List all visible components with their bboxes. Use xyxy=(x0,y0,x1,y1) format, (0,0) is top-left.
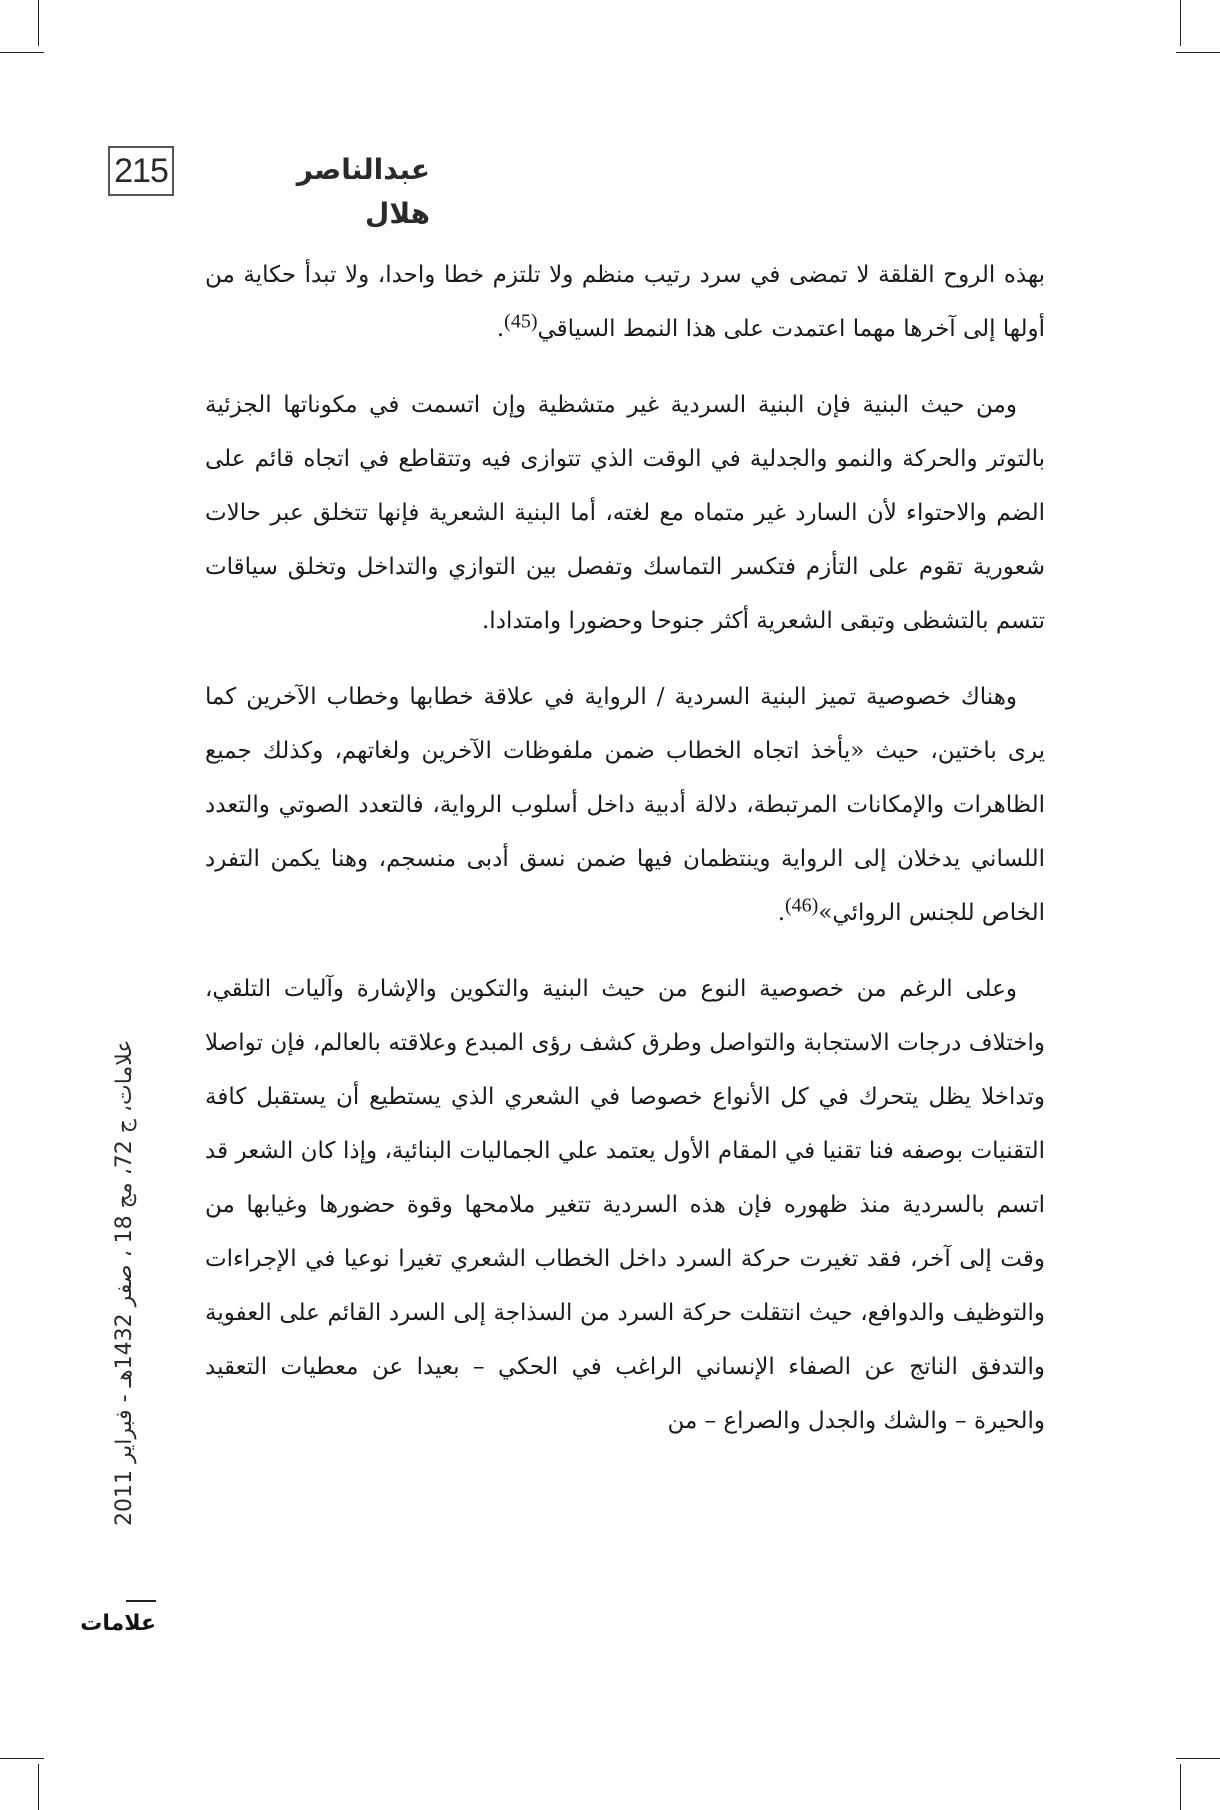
paragraph-text: ومن حيث البنية فإن البنية السردية غير متشظية وإن اتسمت في مكوناتها الجزئية بالتوتر والحركة والنمو والجدلية في الوقت الذي تتوازى فيه وتتقاطع في اتجاه قائم على الضم والاحتواء لأن السارد غير متماه مع لغته، أما البنية الشعرية فإنها تتخلق عبر حالات شعورية تقوم على التأزم فتكسر التماسك وتفصل بين التوازي والتداخل وتخلق سياقات تتسم بالتشظى وتبقى الشعرية أكثر جنوحا وحضورا وامتدادا. xyxy=(205,392,1045,634)
ref-period: . xyxy=(496,316,505,342)
side-divider xyxy=(126,1600,156,1602)
crop-mark-top-right-outer xyxy=(1176,52,1220,53)
page-number: 215 xyxy=(108,146,174,196)
crop-mark-top-right xyxy=(1180,0,1181,46)
paragraph-text: وعلى الرغم من خصوصية النوع من حيث البنية والتكوين والإشارة وآليات التلقي، واختلاف درجات الاستجابة والتواصل وطرق كشف رؤى المبدع وعلاقته بالعالم، فإن تواصلا وتداخلا يظل يتحرك في كل الأنواع خصوصا في الشعري الذي يستطيع أن يستقبل كافة التقنيات بوصفه فنا تقنيا في المقام الأول يعتمد علي الجماليات البنائية، وإذا كان الشعر قد اتسم بالسردية منذ ظهوره فإن هذه السردية تتغير ملامحها وقوة حضورها وغيابها من وقت إلى آخر، فقد تغيرت حركة السرد داخل الخطاب الشعري تغيرا نوعيا في الإجراءات والتوظيف والدوافع، حيث انتقلت حركة السرد من السذاجة إلى السرد القائم على العفوية والتدفق الناتج عن الصفاء الإنساني الراغب في الحكي – بعيدا عن معطيات التعقيد والحيرة – والشك والجدل والصراع – من xyxy=(205,976,1045,1434)
crop-mark-bottom-right-outer xyxy=(1176,1758,1220,1759)
paragraph-text: وهناك خصوصية تميز البنية السردية / الرواية في علاقة خطابها وخطاب الآخرين كما يرى باختين، حيث «يأخذ اتجاه الخطاب ضمن ملفوظات الآخرين ولغاتهم، وكذلك جميع الظاهرات والإمكانات المرتبطة، دلالة أدبية داخل أسلوب الرواية، فالتعدد الصوتي والتعدد اللساني يدخلان إلى الرواية وينتظمان فيها ضمن نسق أدبى منسجم، وهنا يكمن التفرد الخاص للجنس الروائي» xyxy=(205,684,1045,926)
crop-mark-top-left-outer xyxy=(0,52,44,53)
running-header-author: عبدالناصر هلال xyxy=(296,153,430,230)
footnote-ref[interactable]: (46) xyxy=(785,894,819,917)
crop-mark-top-left xyxy=(38,0,39,46)
paragraph xyxy=(205,962,1045,1448)
crop-mark-bottom-left xyxy=(38,1764,39,1810)
crop-mark-bottom-left-outer xyxy=(0,1758,44,1759)
journal-citation: علامات، ج 72، مج 18 ، صفر 1432هـ - فبراير 2011 xyxy=(112,1040,137,1527)
ref-period: . xyxy=(777,900,785,926)
journal-logo: علامات xyxy=(80,1611,156,1636)
article-body xyxy=(205,248,1045,1470)
paragraph xyxy=(205,670,1045,940)
paragraph xyxy=(205,378,1045,648)
footnote-ref[interactable]: (45) xyxy=(504,310,538,333)
paragraph-text: بهذه الروح القلقة لا تمضى في سرد رتيب منظم ولا تلتزم خطا واحدا، ولا تبدأ حكاية من أولها إلى آخرها مهما اعتمدت على هذا النمط السياقي xyxy=(205,262,1045,342)
crop-mark-bottom-right xyxy=(1180,1764,1181,1810)
paragraph xyxy=(205,248,1045,356)
